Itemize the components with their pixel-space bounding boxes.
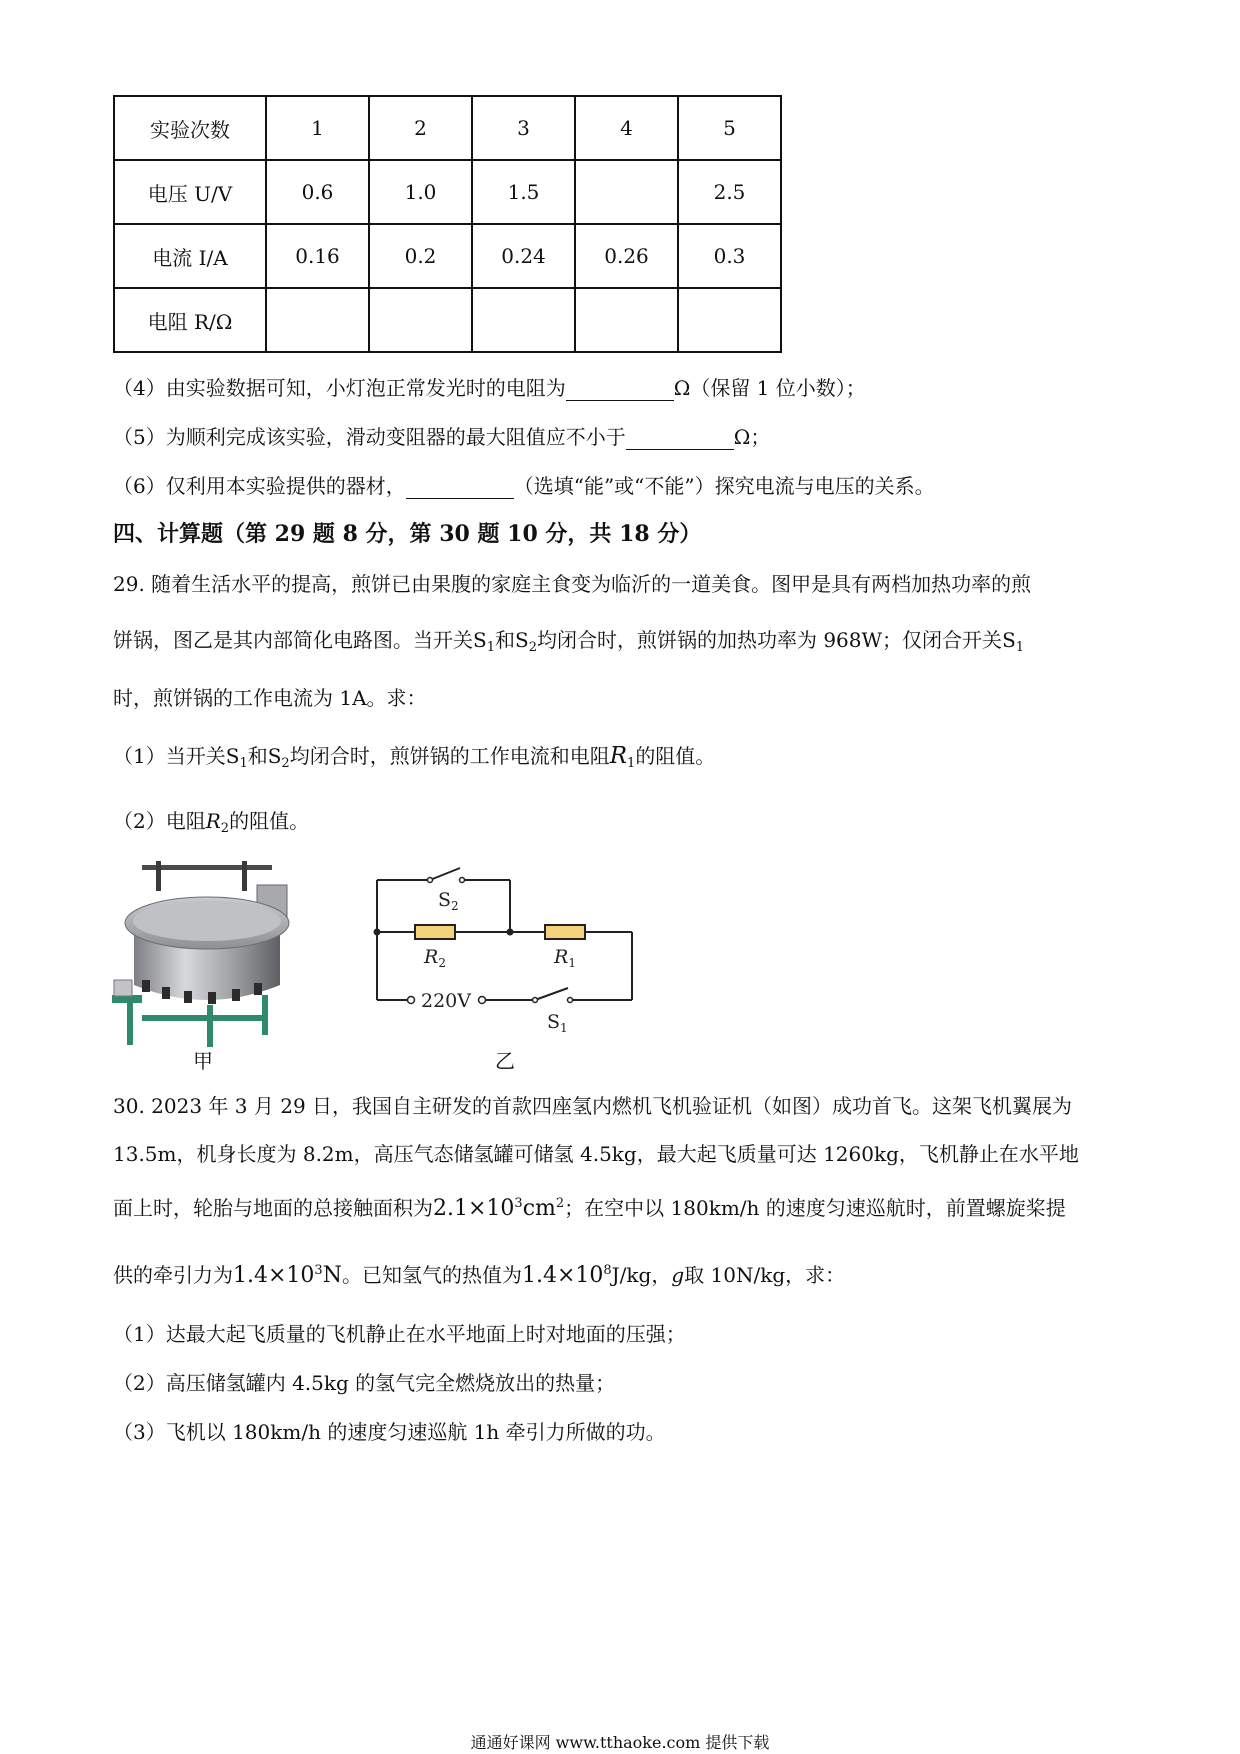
p30-line-2: 13.5m，机身长度为 8.2m，高压气态储氢罐可储氢 4.5kg，最大起飞质量可达 1260kg，飞机静止在水平地 [113,1142,1079,1166]
label-r2: $R_2$ [424,946,446,970]
label-s2: $S_2$ [438,889,459,913]
table-cell [472,288,575,352]
table-cell: 0.2 [369,224,472,288]
row-header: 电阻 R/Ω [114,288,266,352]
table-cell [575,160,678,224]
figure-label-b: 乙 [495,1049,515,1073]
table-row [114,288,781,352]
figure-label-a: 甲 [193,1049,213,1073]
table-cell: 0.16 [266,224,369,288]
table-cell: 0.24 [472,224,575,288]
table-cell: 2 [369,96,472,160]
row-header: 实验次数 [114,96,266,160]
table-cell: 3 [472,96,575,160]
table-row [114,160,781,224]
p29-line-2: 饼锅，图乙是其内部简化电路图。当开关$S_1$和$S_2$均闭合时，煎饼锅的加热功率为 968W；仅闭合开关$S_1$ [113,628,1025,655]
table-cell [266,288,369,352]
p29-line-1: 29. 随着生活水平的提高，煎饼已由果腹的家庭主食变为临沂的一道美食。图甲是具有两档加热功率的煎 [113,572,1032,596]
p30-line-1: 30. 2023 年 3 月 29 日，我国自主研发的首款四座氢内燃机飞机验证机（如图）成功首飞。这架飞机翼展为 [113,1094,1073,1118]
table-cell: 0.26 [575,224,678,288]
answer-blank[interactable] [626,425,734,450]
data-table [113,95,782,353]
question-4: （4）由实验数据可知，小灯泡正常发光时的电阻为 Ω（保留 1 位小数）； [113,376,866,400]
terminal-dot [408,997,415,1004]
row-header: 电压 U/V [114,160,266,224]
resistor-r2 [415,925,455,939]
label-r1: $R_1$ [554,946,576,970]
table-cell: 1.0 [369,160,472,224]
terminal-dot [479,997,486,1004]
answer-blank[interactable] [406,474,514,499]
table-row [114,96,781,160]
table-cell: 0.3 [678,224,781,288]
question-5: （5）为顺利完成该实验，滑动变阻器的最大阻值应不小于 Ω； [113,425,771,449]
junction-dot [507,929,514,936]
table-cell: 1 [266,96,369,160]
p29-sub-1: （1）当开关$S_1$和$S_2$均闭合时，煎饼锅的工作电流和电阻$R_1$的阻值。 [113,743,716,771]
resistor-r1 [545,925,585,939]
circuit-diagram [370,860,640,1040]
question-6: （6）仅利用本实验提供的器材， （选填“能”或“不能”）探究电流与电压的关系。 [113,474,935,498]
p29-line-3: 时，煎饼锅的工作电流为 1A。求： [113,686,427,710]
table-row [114,224,781,288]
table-cell: 1.5 [472,160,575,224]
p30-sub-1: （1）达最大起飞质量的飞机静止在水平地面上时对地面的压强； [113,1322,686,1346]
page-footer: 通通好课网 www.tthaoke.com 提供下载 [470,1733,770,1752]
label-s1: $S_1$ [547,1011,568,1035]
p30-line-3: 面上时，轮胎与地面的总接触面积为$2.1\times 10^3cm^2$；在空中以 180km/h 的速度匀速巡航时，前置螺旋桨提 [113,1196,1066,1221]
table-cell [369,288,472,352]
p30-line-4: 供的牵引力为$1.4\times 10^3N$。已知氢气的热值为$1.4\times 10^8J/kg$，g取 10N/kg，求： [113,1263,846,1288]
table-cell: 0.6 [266,160,369,224]
section-title: 四、计算题（第 29 题 8 分，第 30 题 10 分，共 18 分） [113,521,702,547]
table-cell: 4 [575,96,678,160]
table-cell: 5 [678,96,781,160]
junction-dot [374,929,381,936]
table-cell: 2.5 [678,160,781,224]
answer-blank[interactable] [566,376,674,401]
griddle-image [112,855,302,1050]
p30-sub-2: （2）高压储氢罐内 4.5kg 的氢气完全燃烧放出的热量； [113,1371,616,1395]
p29-sub-2: （2）电阻$R_2$的阻值。 [113,809,310,836]
table-cell [678,288,781,352]
table-cell [575,288,678,352]
row-header: 电流 I/A [114,224,266,288]
p30-sub-3: （3）飞机以 180km/h 的速度匀速巡航 1h 牵引力所做的功。 [113,1420,666,1444]
label-voltage: 220V [421,990,471,1012]
